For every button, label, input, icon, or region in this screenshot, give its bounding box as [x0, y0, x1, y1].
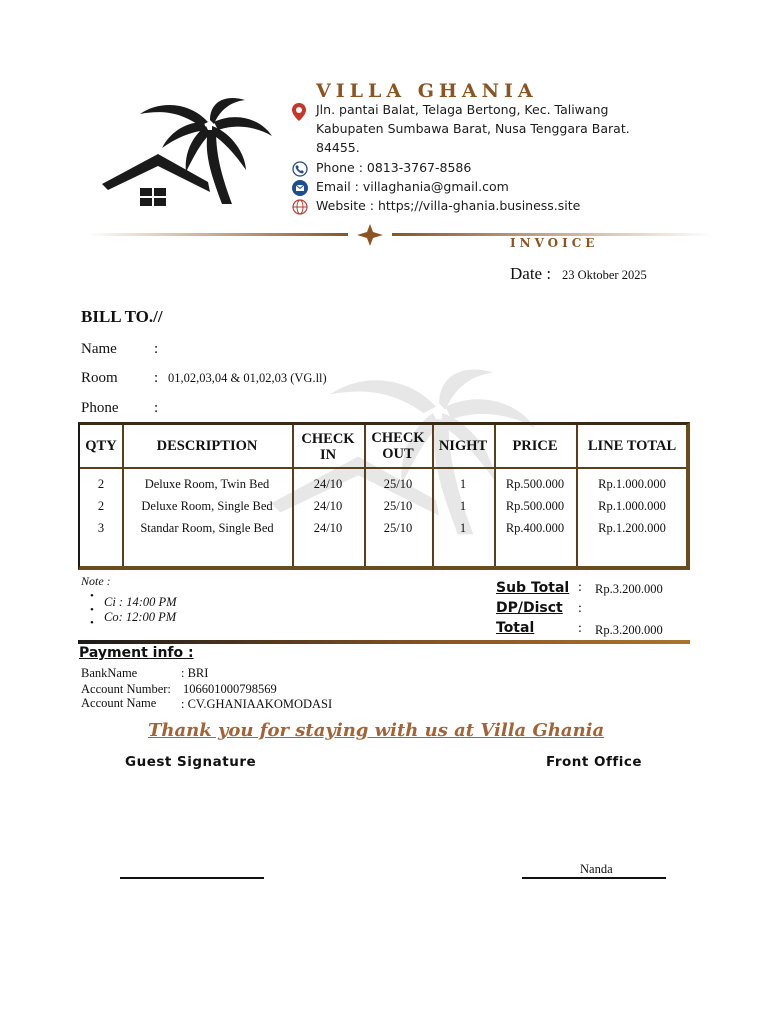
bullet-dot: • — [90, 604, 94, 616]
col-checkout-header-1: CHECK — [371, 430, 425, 446]
dp-disct-label: DP/Disct — [496, 600, 563, 616]
phone-label: Phone — [81, 400, 119, 416]
invoice-table — [78, 422, 690, 570]
row3-night: 1 — [459, 521, 467, 535]
row2-check-in: 24/10 — [313, 499, 343, 513]
totals-divider — [78, 640, 690, 644]
phone-icon — [292, 161, 308, 177]
location-pin-icon — [292, 103, 306, 121]
front-office-signature-line — [522, 877, 666, 879]
account-number-label: Account Number: — [81, 682, 171, 696]
row1-check-out: 25/10 — [383, 477, 413, 491]
thank-you-message: Thank you for staying with us at Villa Ghania — [148, 720, 605, 741]
phone-colon: : — [154, 400, 159, 416]
brand-name: VILLA GHANIA — [316, 80, 538, 102]
row3-check-out: 25/10 — [383, 521, 413, 535]
dp-disct-colon: : — [578, 601, 582, 616]
row2-description: Deluxe Room, Single Bed — [141, 499, 273, 513]
bank-name-value: : BRI — [181, 666, 209, 680]
row2-line-total: Rp.1.000.000 — [598, 499, 666, 513]
subtotal-value: Rp.3.200.000 — [595, 582, 663, 596]
bullet-dot: • — [90, 617, 94, 629]
row2-check-out: 25/10 — [383, 499, 413, 513]
note-label: Note : — [81, 574, 111, 588]
phone-text: Phone : 0813-3767-8586 — [316, 160, 472, 175]
front-office-label: Front Office — [546, 754, 643, 770]
email-icon — [292, 180, 308, 196]
subtotal-colon: : — [578, 580, 582, 595]
row3-qty: 3 — [97, 521, 105, 535]
bank-name-label: BankName — [81, 666, 138, 680]
subtotal-label: Sub Total — [496, 580, 570, 596]
col-checkout-header-2: OUT — [382, 446, 414, 462]
account-number-value: 106601000798569 — [183, 682, 277, 696]
room-value: 01,02,03,04 & 01,02,03 (VG.ll) — [168, 371, 327, 385]
address-line-2: Kabupaten Sumbawa Barat, Nusa Tenggara Barat. — [316, 121, 630, 136]
payment-info-heading: Payment info : — [79, 645, 194, 661]
ornament-icon — [357, 224, 383, 246]
bill-to-heading: BILL TO.// — [81, 307, 163, 326]
total-label: Total — [496, 620, 535, 636]
col-description-header: DESCRIPTION — [156, 438, 258, 454]
col-checkin-header-2: IN — [319, 447, 337, 463]
note-checkin: Ci : 14:00 PM — [104, 595, 177, 609]
date-label: Date : — [510, 264, 552, 283]
total-value: Rp.3.200.000 — [595, 623, 663, 637]
name-colon: : — [154, 341, 159, 357]
col-price-header: PRICE — [512, 438, 558, 454]
note-checkout: Co: 12:00 PM — [104, 610, 177, 624]
bullet-dot: • — [90, 590, 94, 602]
row3-line-total: Rp.1.200.000 — [598, 521, 666, 535]
invoice-title: INVOICE — [510, 236, 599, 250]
account-name-value: : CV.GHANIAAKOMODASI — [181, 697, 333, 711]
col-qty-header: QTY — [85, 438, 117, 454]
room-colon: : — [154, 370, 159, 386]
row1-check-in: 24/10 — [313, 477, 343, 491]
name-label: Name — [81, 341, 117, 357]
row2-qty: 2 — [97, 499, 105, 513]
col-night-header: NIGHT — [438, 438, 488, 454]
row2-price: Rp.500.000 — [505, 499, 565, 513]
address-line-1: Jln. pantai Balat, Telaga Bertong, Kec. Taliwang — [316, 102, 609, 117]
row2-night: 1 — [459, 499, 467, 513]
table-header-rule — [80, 467, 686, 469]
row1-night: 1 — [459, 477, 467, 491]
row1-description: Deluxe Room, Twin Bed — [144, 477, 270, 491]
row1-price: Rp.500.000 — [505, 477, 565, 491]
address-line-3: 84455. — [316, 140, 360, 155]
total-colon: : — [578, 621, 582, 636]
villa-logo — [100, 92, 280, 214]
col-checkin-header-1: CHECK — [301, 431, 355, 447]
guest-signature-line — [120, 877, 264, 879]
row3-price: Rp.400.000 — [505, 521, 565, 535]
front-office-name: Nanda — [580, 862, 613, 876]
row1-line-total: Rp.1.000.000 — [598, 477, 666, 491]
col-line-total-header: LINE TOTAL — [587, 438, 677, 454]
date-value: 23 Oktober 2025 — [562, 268, 647, 282]
globe-icon — [292, 199, 308, 215]
room-label: Room — [81, 370, 118, 386]
website-text: Website : https;//villa-ghania.business.site — [316, 198, 581, 213]
row3-check-in: 24/10 — [313, 521, 343, 535]
row1-qty: 2 — [97, 477, 105, 491]
row3-description: Standar Room, Single Bed — [140, 521, 274, 535]
header-divider-left — [88, 233, 348, 236]
guest-signature-label: Guest Signature — [125, 754, 257, 770]
email-text: Email : villaghania@gmail.com — [316, 179, 509, 194]
account-name-label: Account Name — [81, 696, 157, 710]
